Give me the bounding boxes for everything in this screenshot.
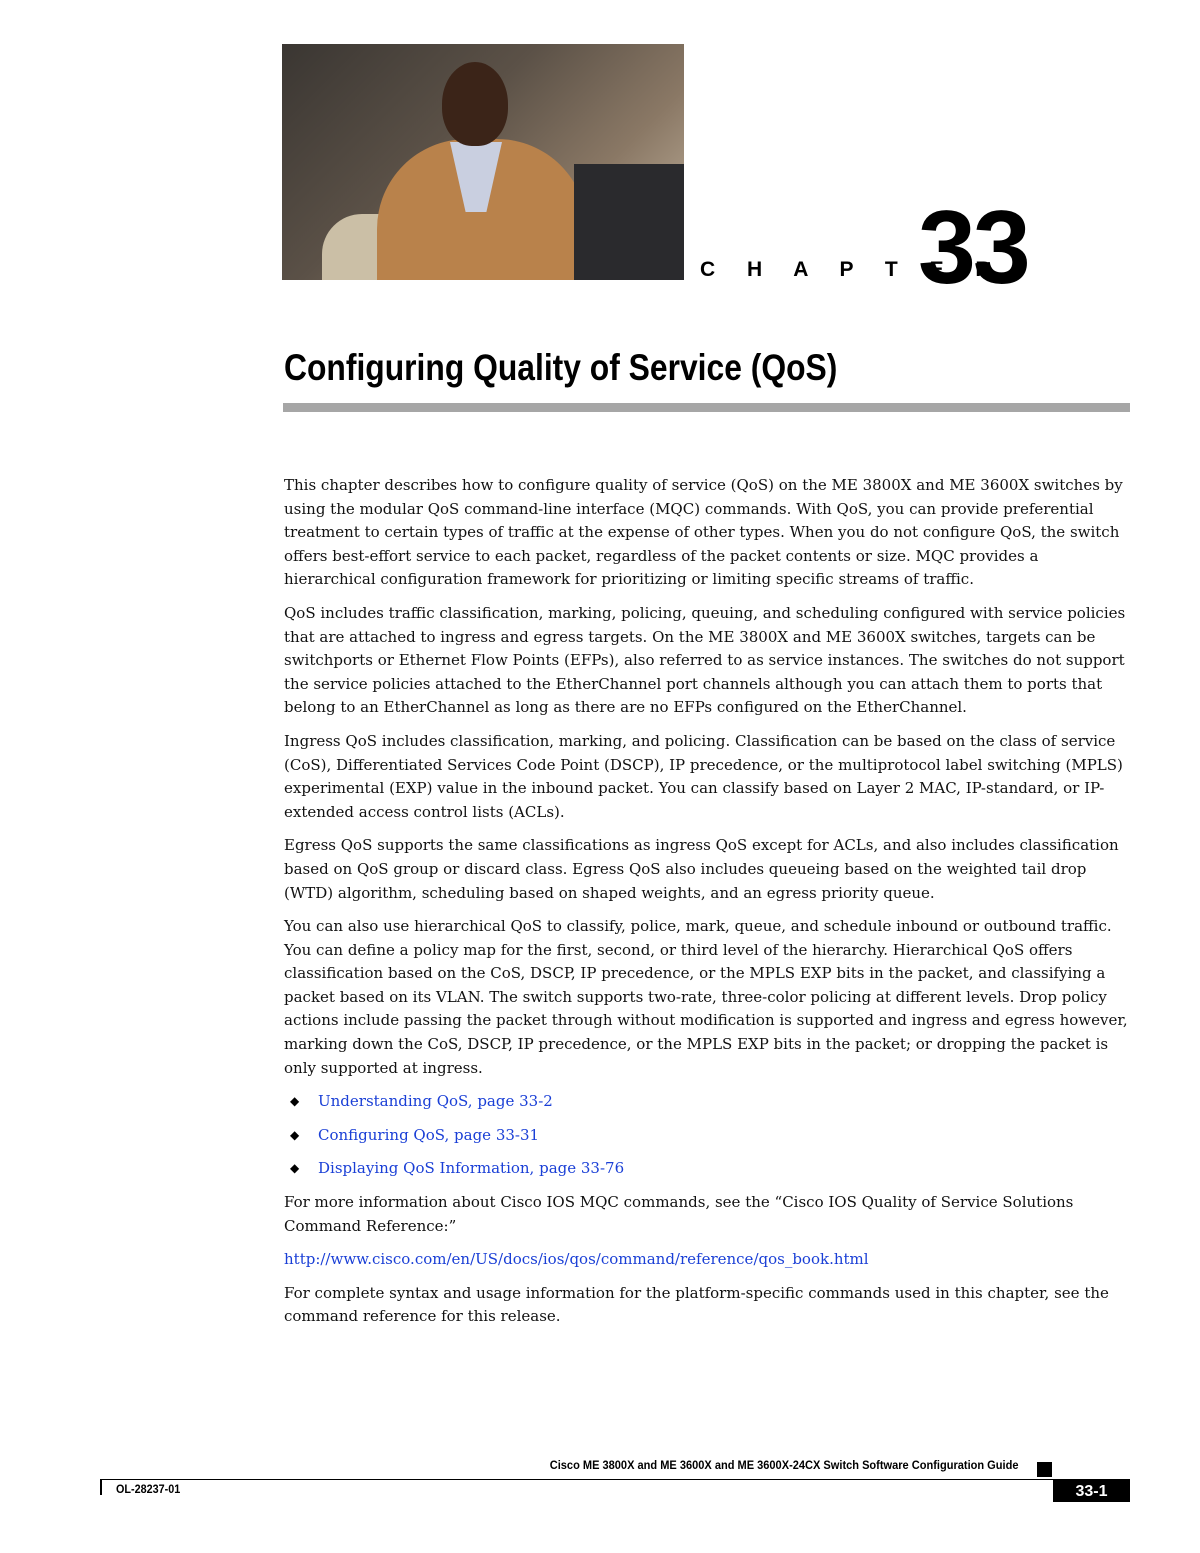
list-item [284, 1090, 1130, 1114]
photo-figure-head [442, 62, 508, 146]
diamond-bullet-icon: ◆ [290, 1161, 300, 1176]
footer-marker [1037, 1462, 1052, 1477]
footer-rule [100, 1479, 1130, 1480]
list-item [284, 1157, 1130, 1181]
hierarchical-qos-paragraph: You can also use hierarchical QoS to classify, police, mark, queue, and schedule inbound or outbound traffic. You can define a policy map for the first, second, or third level of the hierarchy. Hierarchical QoS offers classification based on the CoS, DSCP, IP precedence, or the MPLS EXP bits in the packet, and classifying a packet based on its VLAN. The switch supports two-rate, three-color policing at different levels. Drop policy actions include passing the packet through without modification is supported and ingress and egress however, marking down the CoS, DSCP, IP precedence, or the MPLS EXP bits in the packet; or dropping the packet is only supported at ingress. [284, 917, 1128, 1077]
chapter-label: C H A P T E R [700, 258, 1004, 281]
page-title: Configuring Quality of Service (QoS) [284, 347, 838, 388]
qos-command-reference-url-link[interactable]: http://www.cisco.com/en/US/docs/ios/qos/command/reference/qos_book.html [284, 1250, 869, 1269]
footer-doc-number: OL-28237-01 [116, 1482, 181, 1496]
displaying-qos-information-link[interactable]: Displaying QoS Information, page 33-76 [318, 1159, 625, 1178]
understanding-qos-link[interactable]: Understanding QoS, page 33-2 [318, 1092, 553, 1111]
photo-chair [574, 164, 684, 280]
footer-tick [100, 1479, 102, 1495]
diamond-bullet-icon: ◆ [290, 1094, 300, 1109]
footer-guide-title: Cisco ME 3800X and ME 3600X and ME 3600X-24CX Switch Software Configuration Guide [549, 1458, 1018, 1472]
ingress-qos-paragraph: Ingress QoS includes classification, marking, and policing. Classification can be based on the class of service (CoS), Differentiated Services Code Point (DSCP), IP precedence, or the multiprotocol label switching (MPLS) experimental (EXP) value in the inbound packet. You can classify based on Layer 2 MAC, IP-standard, or IP-extended access control lists (ACLs). [284, 731, 1123, 821]
section-links-list [284, 1090, 1130, 1181]
qos-targets-paragraph: QoS includes traffic classification, marking, policing, queuing, and scheduling configured with service policies that are attached to ingress and egress targets. On the ME 3800X and ME 3600X switches, targets can be switchports or Ethernet Flow Points (EFPs), also referred to as service instances. The switches do not support the service policies attached to the EtherChannel port channels although you can attach them to ports that belong to an EtherChannel as long as there are no EFPs configured on the EtherChannel. [284, 603, 1126, 717]
diamond-bullet-icon: ◆ [290, 1127, 300, 1142]
configuring-qos-link[interactable]: Configuring QoS, page 33-31 [318, 1125, 540, 1144]
list-item [284, 1124, 1130, 1148]
chapter-photo [282, 44, 684, 280]
footer-page-number: 33-1 [1053, 1480, 1130, 1502]
egress-qos-paragraph: Egress QoS supports the same classifications as ingress QoS except for ACLs, and also includes classification based on QoS group or discard class. Egress QoS also includes queueing based on the weighted tail drop (WTD) algorithm, scheduling based on shaped weights, and an egress priority queue. [284, 836, 1119, 902]
title-rule [283, 403, 1130, 412]
chapter-body [284, 474, 1130, 1339]
syntax-info-paragraph: For complete syntax and usage information for the platform-specific commands used in this chapter, see the command reference for this release. [284, 1283, 1109, 1326]
more-info-paragraph: For more information about Cisco IOS MQC commands, see the “Cisco IOS Quality of Service Solutions Command Reference:” [284, 1193, 1074, 1235]
chapter-number: 33 [918, 190, 1028, 306]
intro-paragraph: This chapter describes how to configure quality of service (QoS) on the ME 3800X and ME 3600X switches by using the modular QoS command-line interface (MQC) commands. With QoS, you can provide preferential treatment to certain types of traffic at the expense of other types. When you do not configure QoS, the switch offers best-effort service to each packet, regardless of the packet contents or size. MQC provides a hierarchical configuration framework for prioritizing or limiting specific streams of traffic. [284, 476, 1123, 589]
